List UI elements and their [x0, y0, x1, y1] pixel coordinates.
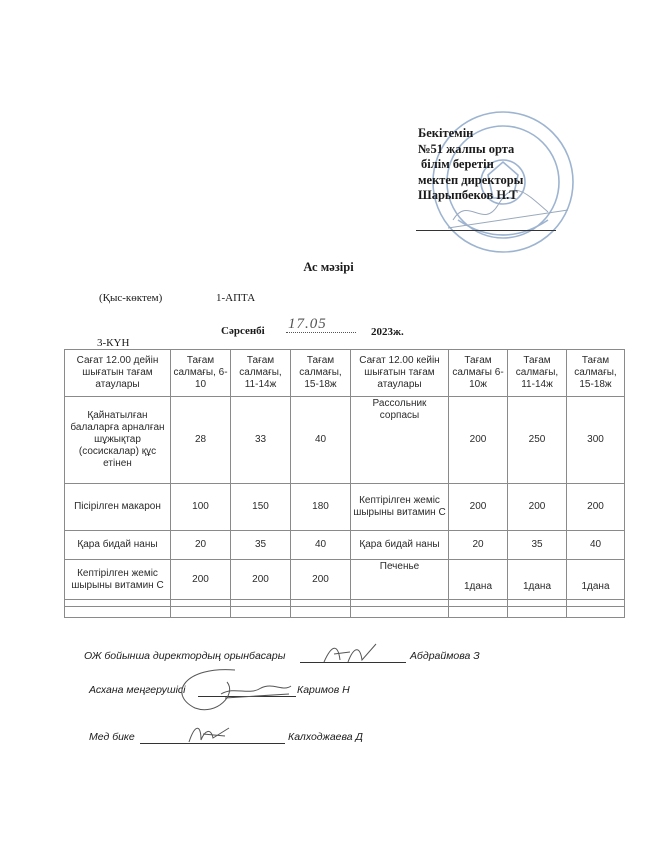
nurse-signature: [185, 722, 235, 746]
table-cell: 40: [291, 397, 351, 484]
canteen-name: Каримов Н: [297, 684, 350, 696]
nurse-label: Мед бике: [89, 731, 135, 743]
approval-signature-line: [416, 230, 556, 231]
table-cell: 100: [171, 484, 231, 531]
header-cell: Сағат 12.00 кейін шығатын тағам атаулары: [351, 350, 449, 397]
approval-line-5: Шарыпбеков Н.Т: [418, 188, 518, 202]
table-cell: 200: [291, 560, 351, 600]
table-cell: Рассольник сорпасы: [351, 397, 449, 484]
table-cell: Қара бидай наны: [65, 531, 171, 560]
date-dotted-line: [286, 332, 356, 333]
table-cell: Пісірілген макарон: [65, 484, 171, 531]
table-row: [65, 484, 625, 531]
year-label: 2023ж.: [371, 326, 404, 338]
table-empty-row: [65, 600, 625, 607]
header-cell: Тағам салмағы, 15-18ж: [291, 350, 351, 397]
header-cell: Тағам салмағы, 6-10: [171, 350, 231, 397]
table-cell: 40: [567, 531, 625, 560]
table-cell: 28: [171, 397, 231, 484]
header-cell: Тағам салмағы, 15-18ж: [567, 350, 625, 397]
table-cell: 180: [291, 484, 351, 531]
table-cell: 1дана: [508, 560, 567, 600]
table-cell: Печенье: [351, 560, 449, 600]
table-cell: 20: [171, 531, 231, 560]
table-cell: 200: [171, 560, 231, 600]
table-cell: 200: [508, 484, 567, 531]
canteen-signature: [165, 664, 295, 714]
nurse-name: Калходжаева Д: [288, 731, 363, 743]
table-cell: 200: [231, 560, 291, 600]
table-cell: 20: [449, 531, 508, 560]
table-cell: 35: [508, 531, 567, 560]
header-cell: Тағам салмағы 6-10ж: [449, 350, 508, 397]
header-cell: Сағат 12.00 дейін шығатын тағам атаулары: [65, 350, 171, 397]
day-name: Сәрсенбі: [221, 325, 265, 337]
table-cell: 200: [449, 397, 508, 484]
table-cell: 35: [231, 531, 291, 560]
table-empty-row: [65, 607, 625, 618]
table-cell: 1дана: [567, 560, 625, 600]
approval-line-4: мектеп директоры: [418, 172, 524, 187]
approval-line-3: білім беретін: [421, 157, 494, 171]
table-header-row: [65, 350, 625, 397]
table-cell: 200: [449, 484, 508, 531]
table-row: [65, 560, 625, 600]
menu-title: Ас мәзірі: [303, 260, 354, 274]
table-cell: Кептірілген жеміс шырыны витамин С: [65, 560, 171, 600]
table-cell: Кептірілген жеміс шырыны витамин С: [351, 484, 449, 531]
deputy-label: ОЖ бойынша директордың орынбасары: [84, 650, 286, 662]
season-label: (Қыс-көктем): [99, 292, 163, 304]
table-cell: 300: [567, 397, 625, 484]
table-cell: 200: [567, 484, 625, 531]
table-row: [65, 531, 625, 560]
table-cell: 33: [231, 397, 291, 484]
table-cell: Қайнатылған балаларға арналған шұжықтар (сосискалар) құс етінен: [65, 397, 171, 484]
header-cell: Тағам салмағы, 11-14ж: [231, 350, 291, 397]
approval-line-1: Бекітемін: [418, 126, 474, 140]
deputy-name: Абдраймова З: [410, 650, 480, 662]
table-cell: 250: [508, 397, 567, 484]
table-cell: 150: [231, 484, 291, 531]
table-cell: 1дана: [449, 560, 508, 600]
deputy-signature: [320, 640, 380, 666]
approval-block: [418, 126, 578, 204]
table-cell: 40: [291, 531, 351, 560]
table-row: [65, 397, 625, 484]
week-label: 1-АПТА: [216, 292, 256, 304]
approval-line-2: №51 жалпы орта: [418, 141, 515, 156]
handwritten-date: 17.05: [288, 316, 327, 332]
menu-table: [64, 349, 625, 618]
canteen-label: Асхана меңгерушісі: [89, 684, 186, 696]
table-cell: Қара бидай наны: [351, 531, 449, 560]
day-number: 3-КҮН: [97, 337, 130, 349]
header-cell: Тағам салмағы, 11-14ж: [508, 350, 567, 397]
